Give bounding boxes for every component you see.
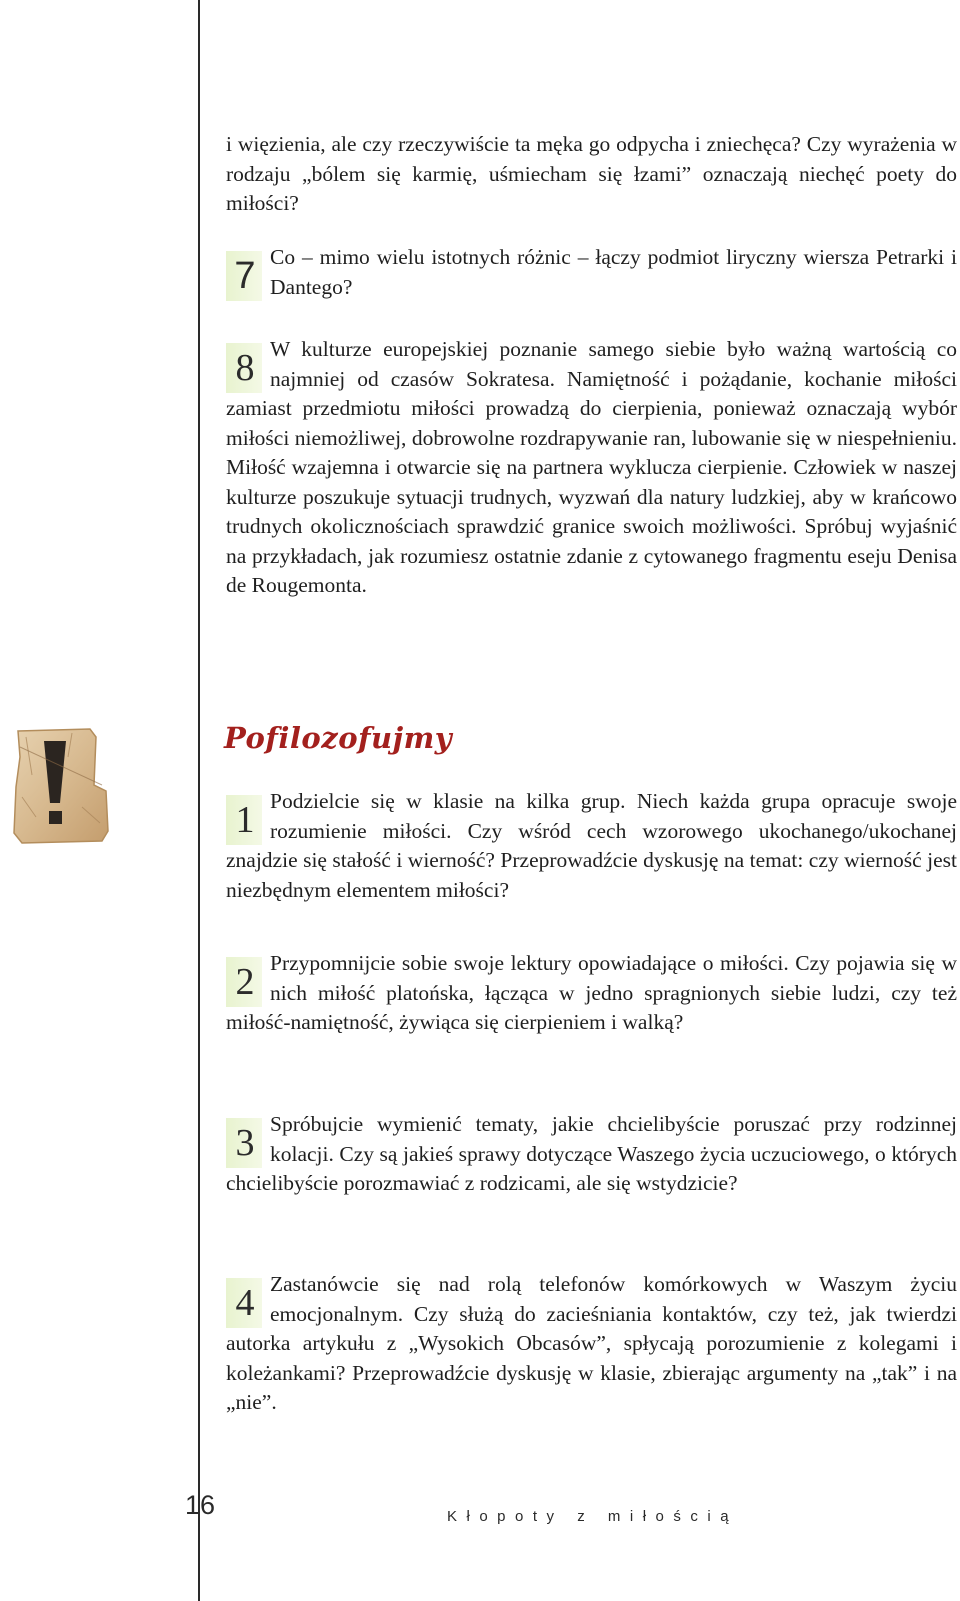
- question-1: [226, 787, 957, 905]
- question-8: [226, 335, 957, 601]
- question-number: 7: [226, 251, 262, 301]
- question-number: 2: [226, 957, 262, 1007]
- margin-rule: [198, 0, 200, 1601]
- page-number: 16: [185, 1490, 216, 1520]
- intro-paragraph: i więzienia, ale czy rzeczywiście ta męka go odpycha i zniechęca? Czy wyrażenia w rodzaju „bólem się karmię, uśmiecham się łzami” oznaczają niechęć poety do miłości?: [226, 132, 957, 215]
- question-number: 4: [226, 1278, 262, 1328]
- question-4: [226, 1270, 957, 1418]
- exclamation-parchment-icon: [12, 727, 112, 845]
- running-title: Kłopoty z miłością: [447, 1508, 739, 1525]
- question-text: Przypomnijcie sobie swoje lektury opowiadające o miłości. Czy pojawia się w nich miłość platońska, łącząca w jedno spragnionych siebie ludzi, czy też miłość-namiętność, żywiąca się cierpieniem i walką?: [226, 951, 957, 1034]
- question-number: 3: [226, 1118, 262, 1168]
- question-text: Podzielcie się w klasie na kilka grup. Niech każda grupa opracuje swoje rozumienie miłości. Czy wśród cech wzorowego ukochanego/ukochanej znajdzie się stałość i wierność? Przeprowadźcie dyskusję na temat: czy wierność jest niezbędnym elementem miłości?: [226, 789, 957, 902]
- question-text: Spróbujcie wymienić tematy, jakie chcielibyście poruszać przy rodzinnej kolacji. Czy są jakieś sprawy dotyczące Waszego życia uczuciowego, o których chcielibyście porozmawiać z rodzicami, ale się wstydzicie?: [226, 1112, 957, 1195]
- question-number: 8: [226, 343, 262, 393]
- question-text: Co – mimo wielu istotnych różnic – łączy podmiot liryczny wiersza Petrarki i Dantego?: [270, 245, 957, 299]
- question-text: W kulturze europejskiej poznanie samego siebie było ważną wartością co najmniej od czasów Sokratesa. Namiętność i pożądanie, kochanie miłości zamiast przedmiotu miłości prowadzą do cierpienia, ponieważ oznaczają wybór miłości niemożliwej, dobrowolne rozdrapywanie ran, lubowanie się w niespełnieniu. Miłość wzajemna i otwarcie się na partnera wyklucza cierpienie. Człowiek w naszej kulturze poszukuje sytuacji trudnych, wyzwań dla natury ludzkiej, aby w krańcowo trudnych okolicznościach sprawdzić granice swoich możliwości. Spróbuj wyjaśnić na przykładach, jak rozumiesz ostatnie zdanie z cytowanego fragmentu eseju Denisa de Rougemonta.: [226, 337, 957, 597]
- section-title: Pofilozofujmy: [224, 721, 453, 755]
- question-7: [226, 243, 957, 302]
- question-text: Zastanówcie się nad rolą telefonów komórkowych w Waszym życiu emocjonalnym. Czy służą do zacieśniania kontaktów, czy też, jak twierdzi autorka artykułu z „Wysokich Obcasów”, spłycają porozumienie z kolegami i koleżankami? Przeprowadźcie dyskusję w klasie, zbierając argumenty na „tak” i na „nie”.: [226, 1272, 957, 1414]
- question-2: [226, 949, 957, 1038]
- question-3: [226, 1110, 957, 1199]
- question-number: 1: [226, 795, 262, 845]
